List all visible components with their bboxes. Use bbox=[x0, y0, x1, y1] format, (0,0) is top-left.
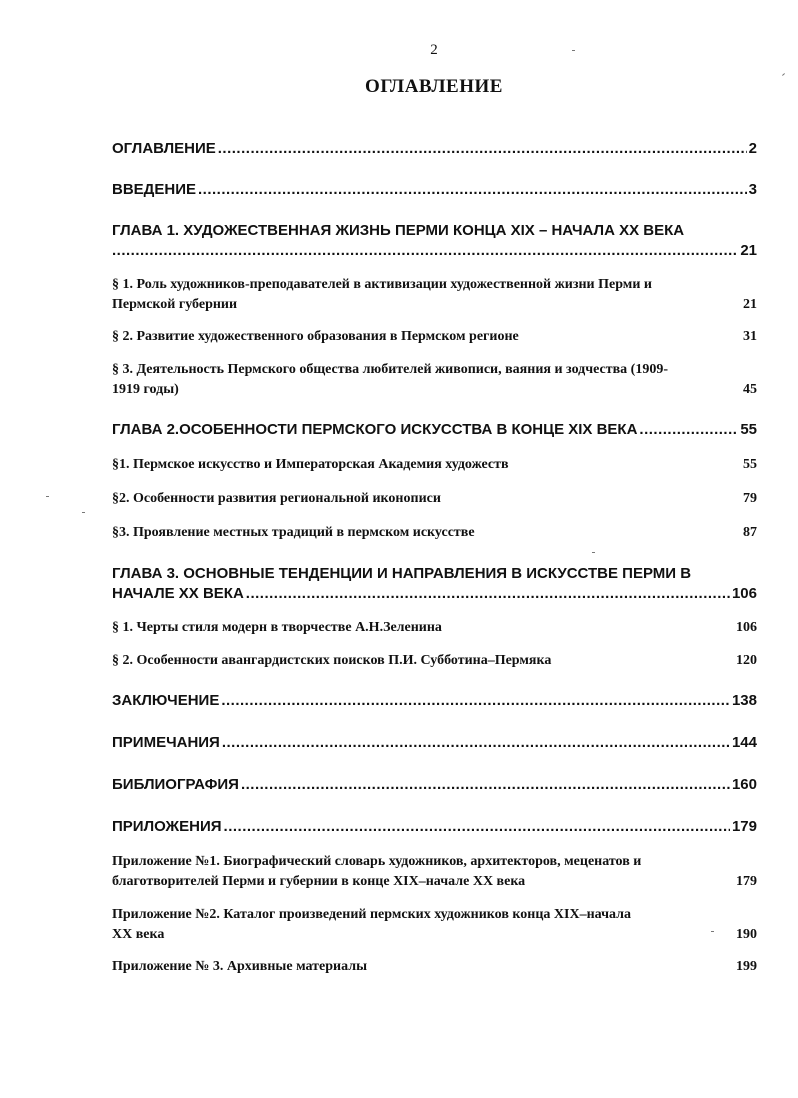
toc-entry-chapter-3[interactable] bbox=[112, 564, 757, 604]
toc-entry-chapter-3-section-2[interactable] bbox=[112, 651, 757, 671]
toc-page: 55 bbox=[740, 421, 757, 438]
scan-speck bbox=[82, 512, 85, 513]
toc-label-line2: благотворителей Перми и губернии в конце XIX–начале XX века bbox=[112, 874, 526, 889]
toc-label-line1: § 1. Роль художников-преподавателей в активизации художественной жизни Перми и bbox=[112, 277, 652, 292]
toc-label: § 2. Особенности авангардистских поисков П.И. Субботина–Пермяка bbox=[112, 653, 552, 668]
dot-leader bbox=[222, 733, 730, 753]
toc-page: 120 bbox=[736, 653, 757, 668]
toc-entry-contents[interactable] bbox=[112, 139, 757, 159]
toc-label: Приложение № 3. Архивные материалы bbox=[112, 959, 368, 974]
page-title: ОГЛАВЛЕНИЕ bbox=[365, 76, 503, 97]
dot-leader bbox=[218, 139, 747, 159]
toc-page: 21 bbox=[740, 242, 757, 259]
toc-page: 106 bbox=[731, 585, 757, 602]
toc-entry-appendix-3[interactable] bbox=[112, 957, 757, 977]
toc-label-line1: § 3. Деятельность Пермского общества любителей живописи, ваяния и зодчества (1909- bbox=[112, 362, 669, 377]
toc-page: 144 bbox=[731, 734, 757, 751]
toc-label: § 2. Развитие художественного образования в Пермском регионе bbox=[112, 329, 519, 344]
toc-entry-appendix-1[interactable] bbox=[112, 852, 757, 892]
toc-page: 87 bbox=[743, 525, 757, 540]
toc-entry-notes[interactable] bbox=[112, 733, 757, 753]
dot-leader bbox=[241, 775, 730, 795]
toc-entry-conclusion[interactable] bbox=[112, 691, 757, 711]
toc-label: §3. Проявление местных традиций в пермском искусстве bbox=[112, 525, 475, 540]
toc-entry-appendices[interactable] bbox=[112, 817, 757, 837]
toc-entry-chapter-2-section-2[interactable] bbox=[112, 489, 757, 509]
toc-entry-chapter-1-section-2[interactable] bbox=[112, 327, 757, 347]
toc-label-line1: ГЛАВА 3. ОСНОВНЫЕ ТЕНДЕНЦИИ И НАПРАВЛЕНИЯ В ИСКУССТВЕ ПЕРМИ В bbox=[112, 565, 692, 582]
toc-page: 45 bbox=[743, 382, 757, 397]
dot-leader bbox=[112, 241, 738, 261]
toc-label: § 1. Черты стиля модерн в творчестве А.Н.Зеленина bbox=[112, 620, 442, 635]
toc-entry-chapter-2-section-3[interactable] bbox=[112, 523, 757, 543]
toc-page: 179 bbox=[736, 874, 757, 889]
toc-page: 199 bbox=[736, 959, 757, 974]
toc-entry-introduction[interactable] bbox=[112, 180, 757, 200]
toc-label: ПРИЛОЖЕНИЯ bbox=[112, 818, 222, 835]
scan-speck bbox=[572, 50, 575, 51]
toc-page: 31 bbox=[743, 329, 757, 344]
toc-page: 160 bbox=[731, 776, 757, 793]
toc-label: ЗАКЛЮЧЕНИЕ bbox=[112, 692, 220, 709]
toc-label-line1: Приложение №2. Каталог произведений пермских художников конца XIX–начала bbox=[112, 907, 631, 922]
toc-entry-chapter-2-section-1[interactable] bbox=[112, 455, 757, 475]
toc-label-line2: Пермской губернии bbox=[112, 297, 238, 312]
page-number: 2 bbox=[430, 42, 438, 58]
toc-entry-chapter-1[interactable] bbox=[112, 221, 757, 261]
toc-label-line1: Приложение №1. Биографический словарь художников, архитекторов, меценатов и bbox=[112, 854, 642, 869]
scan-speck bbox=[711, 931, 714, 932]
toc-label: §1. Пермское искусство и Императорская Академия художеств bbox=[112, 457, 509, 472]
toc-label: БИБЛИОГРАФИЯ bbox=[112, 776, 239, 793]
dot-leader bbox=[224, 817, 730, 837]
toc-page: 79 bbox=[743, 491, 757, 506]
toc-label-line2: XX века bbox=[112, 927, 165, 942]
toc-label: ПРИМЕЧАНИЯ bbox=[112, 734, 220, 751]
dot-leader bbox=[221, 691, 730, 711]
toc-label-line2: 1919 годы) bbox=[112, 382, 179, 397]
toc-entry-chapter-1-section-1[interactable] bbox=[112, 275, 757, 315]
toc-entry-appendix-2[interactable] bbox=[112, 905, 757, 945]
toc-page: 3 bbox=[748, 181, 757, 198]
toc-page: 2 bbox=[748, 140, 757, 157]
scan-speck bbox=[592, 552, 595, 553]
toc-entry-chapter-2[interactable] bbox=[112, 420, 757, 440]
toc-page: 55 bbox=[743, 457, 757, 472]
toc-label: §2. Особенности развития региональной иконописи bbox=[112, 491, 441, 506]
toc-label: ГЛАВА 1. ХУДОЖЕСТВЕННАЯ ЖИЗНЬ ПЕРМИ КОНЦА XIX – НАЧАЛА XX ВЕКА bbox=[112, 222, 685, 239]
toc-page: 190 bbox=[736, 927, 757, 942]
toc-page: 21 bbox=[743, 297, 757, 312]
toc-entry-bibliography[interactable] bbox=[112, 775, 757, 795]
dot-leader bbox=[246, 584, 730, 604]
toc-entry-chapter-1-section-3[interactable] bbox=[112, 360, 757, 400]
toc-page: 106 bbox=[736, 620, 757, 635]
toc-entry-chapter-3-section-1[interactable] bbox=[112, 618, 757, 638]
dot-leader bbox=[198, 180, 747, 200]
toc-page: 179 bbox=[731, 818, 757, 835]
toc-page: 138 bbox=[731, 692, 757, 709]
toc-label-line2: НАЧАЛЕ XX ВЕКА bbox=[112, 585, 244, 602]
toc-label: ГЛАВА 2.ОСОБЕННОСТИ ПЕРМСКОГО ИСКУССТВА В КОНЦЕ XIX ВЕКА bbox=[112, 421, 638, 438]
scan-speck bbox=[46, 496, 49, 497]
toc-label: ОГЛАВЛЕНИЕ bbox=[112, 140, 216, 157]
dot-leader bbox=[639, 420, 738, 440]
toc-label: ВВЕДЕНИЕ bbox=[112, 181, 196, 198]
